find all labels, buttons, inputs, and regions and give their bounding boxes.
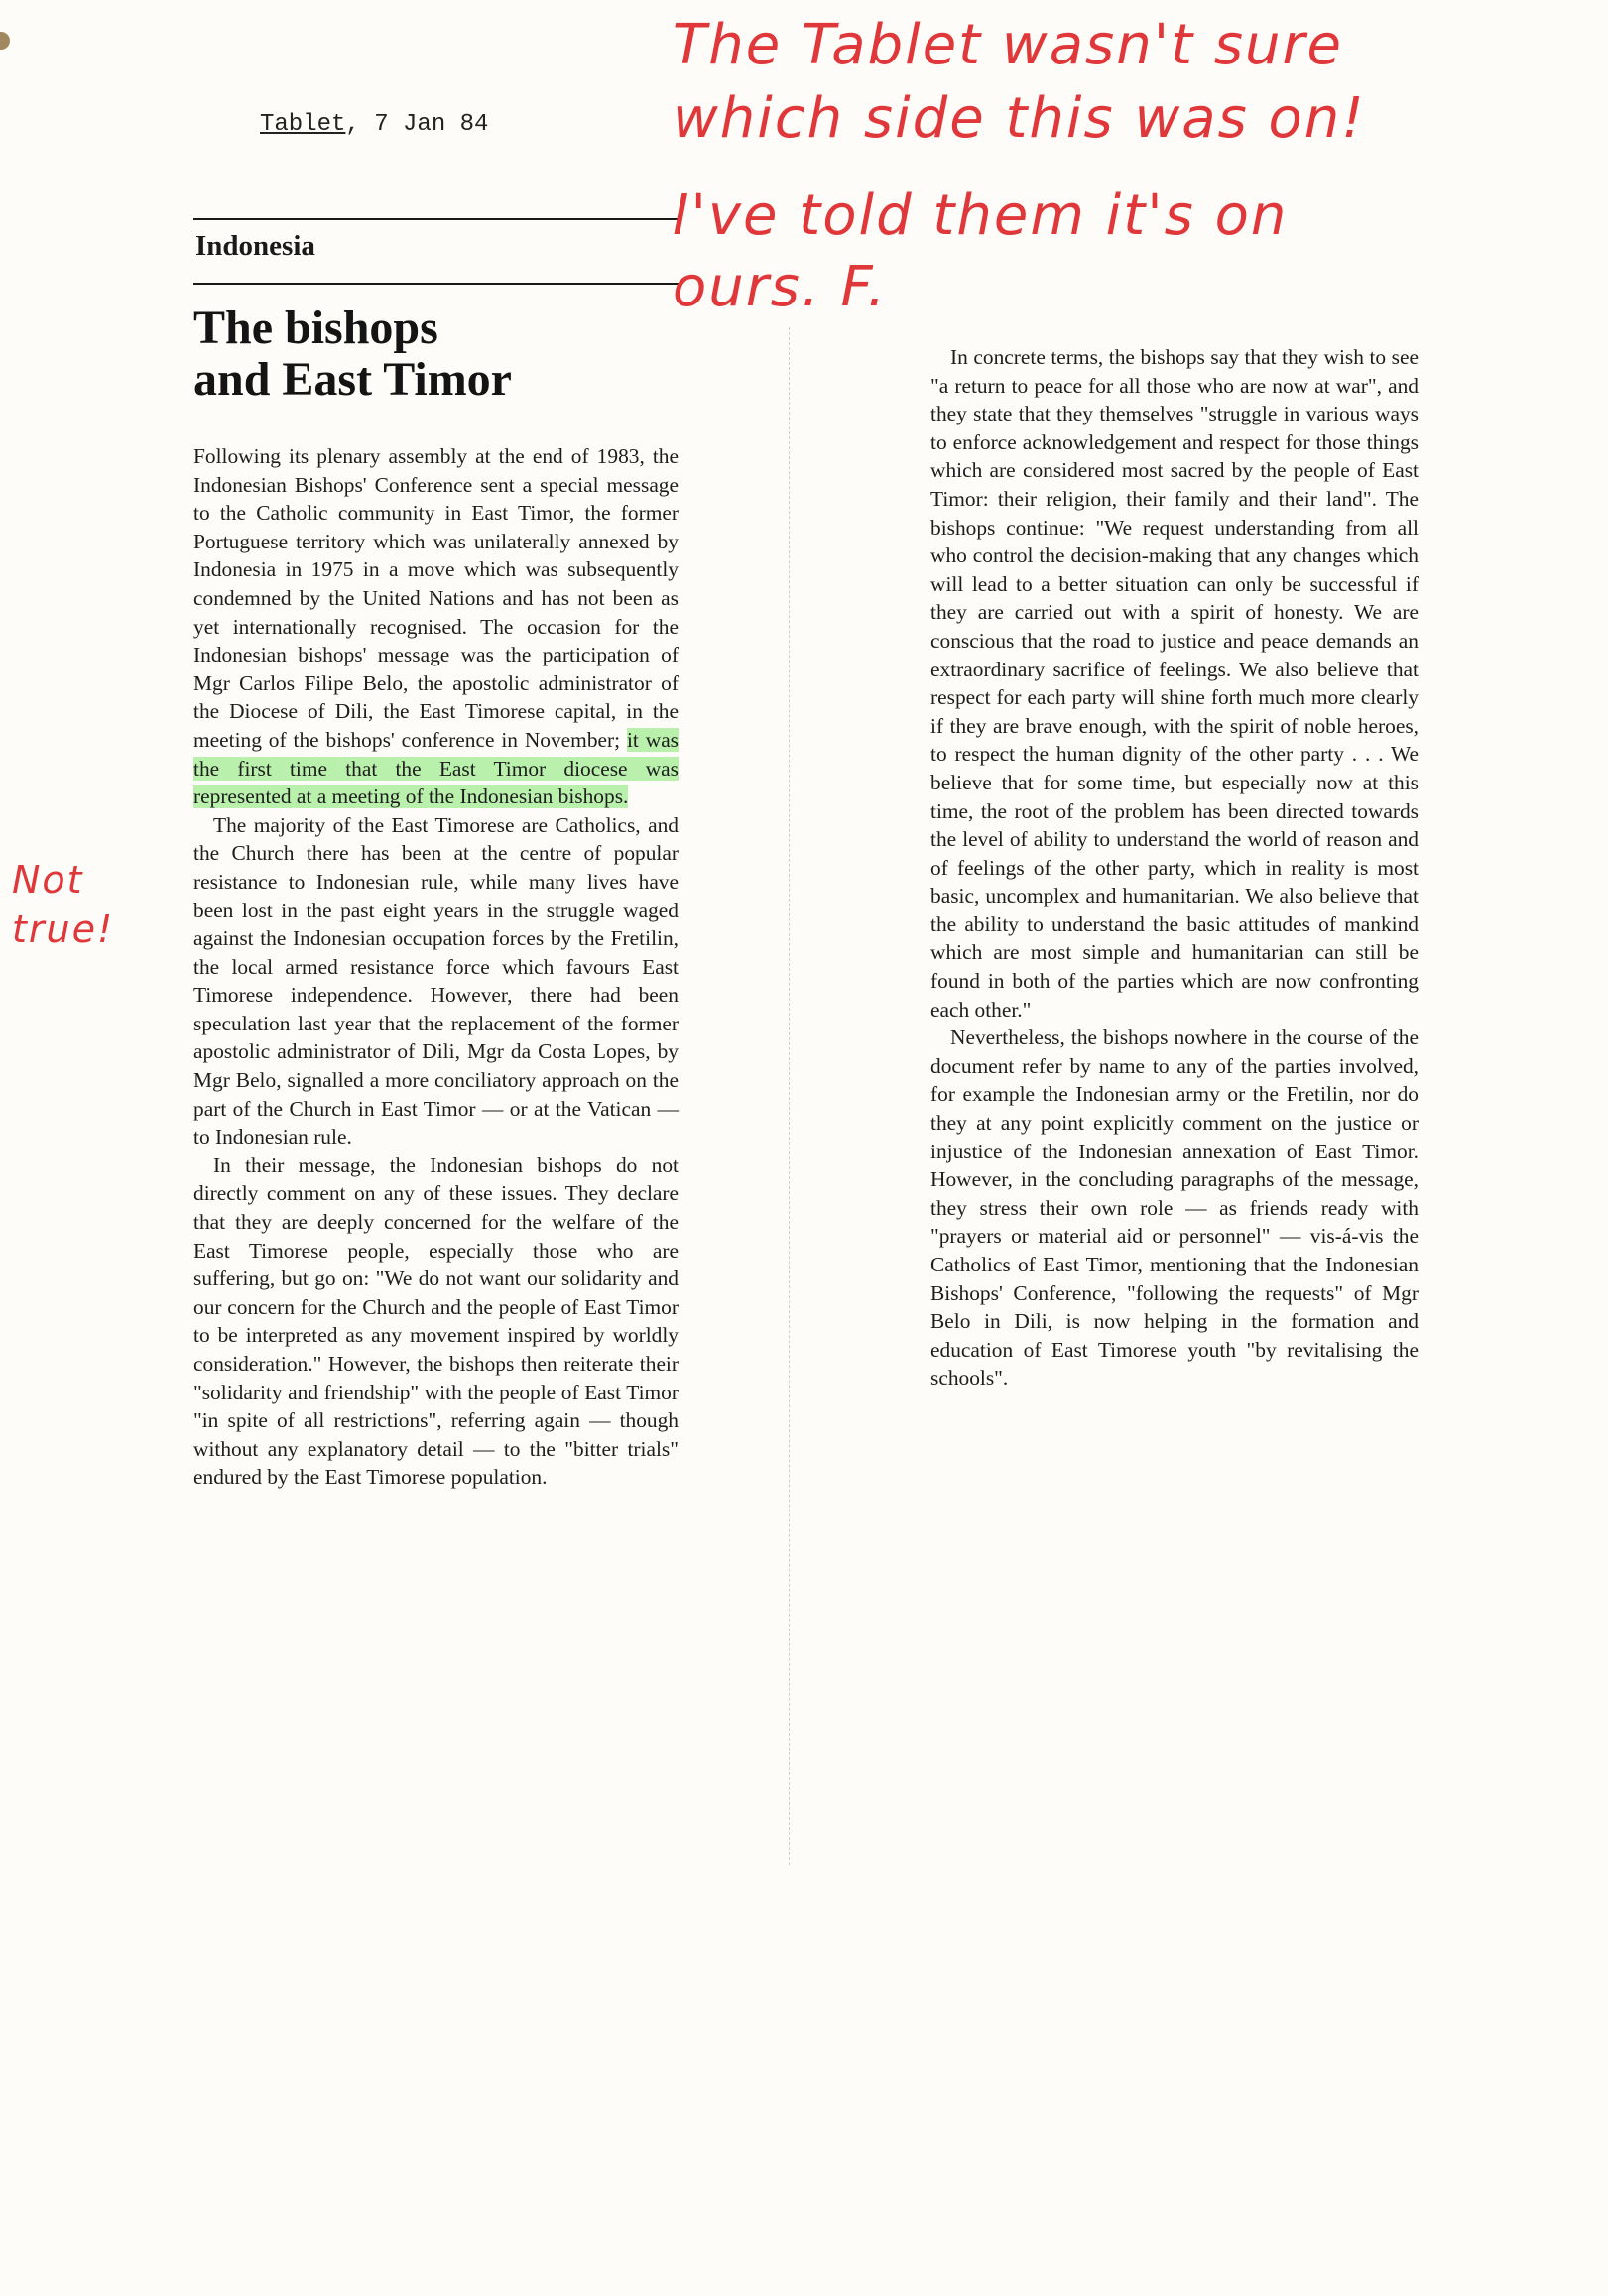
publication-date: , 7 Jan 84 xyxy=(345,111,489,138)
right-column xyxy=(930,343,1419,1392)
paragraph: In concrete terms, the bishops say that they wish to see "a return to peace for all those who are now at war", and they state that they themselves "struggle in various ways to enforce acknowledgement and respect for those things which are considered most sacred by the people of East Timor: their religion, their family and their land". The bishops continue: "We request understanding from all who control the decision-making that any changes which will lead to a better situation can only be successful if they are carried out with a spirit of honesty. We are conscious that the road to justice and peace demands an extraordinary sacrifice of feelings. We also believe that respect for each party will shine forth much more clearly if they are brave enough, with the spirit of noble heroes, to respect the human dignity of the other party . . . We believe that for some time, but especially now at this time, the root of the problem has been directed towards the level of ability to understand the world of reason and of feelings of the other party, which in reality is most basic, uncomplex and humanitarian. We also believe that the ability to understand the basic attitudes of mankind which are most simple and humanitarian can still be found in both of the parties which are now confronting each other." xyxy=(930,345,1419,1022)
paragraph: Nevertheless, the bishops nowhere in the course of the document refer by name to any of the parties involved, for example the Indonesian army or the Fretilin, nor do they at any point explicitly comment on the justice or injustice of the Indonesian annexation of East Timor. However, in the concluding paragraphs of the message, they stress their own role — as friends ready with "prayers or material aid or personnel" — vis-á-vis the Catholics of East Timor, mentioning that the Indonesian Bishops' Conference, "following the requests" of Mgr Belo in Dili, is now helping in the formation and education of East Timorese youth "by revitalising the schools". xyxy=(930,1026,1419,1390)
headline-line-1: The bishops xyxy=(193,302,438,354)
article-headline xyxy=(193,302,610,406)
column-divider xyxy=(789,327,791,1865)
handwritten-note-line: I've told them it's on xyxy=(673,183,1289,248)
headline-line-2: and East Timor xyxy=(193,353,512,406)
source-label xyxy=(260,111,488,138)
margin-note-line: Not xyxy=(12,858,84,902)
margin-note-line: true! xyxy=(12,907,115,951)
paragraph: In their message, the Indonesian bishops do not directly comment on any of these issues. They declare that they are deeply concerned for the welfare of the East Timorese people, especially those who are suffering, but go on: "We do not want our solidarity and our concern for the Church and the people of East Timor to be interpreted as any movement inspired by worldly consideration." However, the bishops then reiterate their "solidarity and friendship" with the people of East Timor "in spite of all restrictions", referring again — though without any explanatory detail — to the "bitter trials" endured by the East Timorese population. xyxy=(193,1152,679,1490)
handwritten-note-line: which side this was on! xyxy=(673,86,1366,151)
section-label: Indonesia xyxy=(195,230,315,262)
ink-smudge xyxy=(0,32,10,50)
paragraph xyxy=(193,442,679,811)
section-rule xyxy=(193,283,680,285)
highlighted-passage: it was the first time that the East Timor diocese was represented at a meeting of the Indonesian bishops. xyxy=(193,727,680,809)
handwritten-note-line: The Tablet wasn't sure xyxy=(673,13,1343,77)
left-column xyxy=(193,442,679,1492)
paragraph-text: Following its plenary assembly at the end of 1983, the Indonesian Bishops' Conference sent a special message to the Catholic community in East Timor, the former Portuguese territory which was unilaterally annexed by Indonesia in 1975 in a move which was subsequently condemned by the United Nations and has not been as yet internationally recognised. The occasion for the Indonesian bishops' message was the participation of Mgr Carlos Filipe Belo, the apostolic administrator of the Diocese of Dili, the East Timorese capital, in the meeting of the bishops' conference in November; xyxy=(193,444,679,752)
handwritten-note-line: ours. F. xyxy=(673,255,888,319)
paragraph: The majority of the East Timorese are Catholics, and the Church there has been at the centre of popular resistance to Indonesian rule, while many lives have been lost in the past eight years in the struggle waged against the Indonesian occupation forces by the Fretilin, the local armed resistance force which favours East Timorese independence. However, there had been speculation last year that the replacement of the former apostolic administrator of Dili, Mgr da Costa Lopes, by Mgr Belo, signalled a more conciliatory approach on the part of the Church in East Timor — or at the Vatican — to Indonesian rule. xyxy=(193,812,679,1149)
top-rule xyxy=(193,218,680,220)
publication-name: Tablet xyxy=(260,111,346,138)
